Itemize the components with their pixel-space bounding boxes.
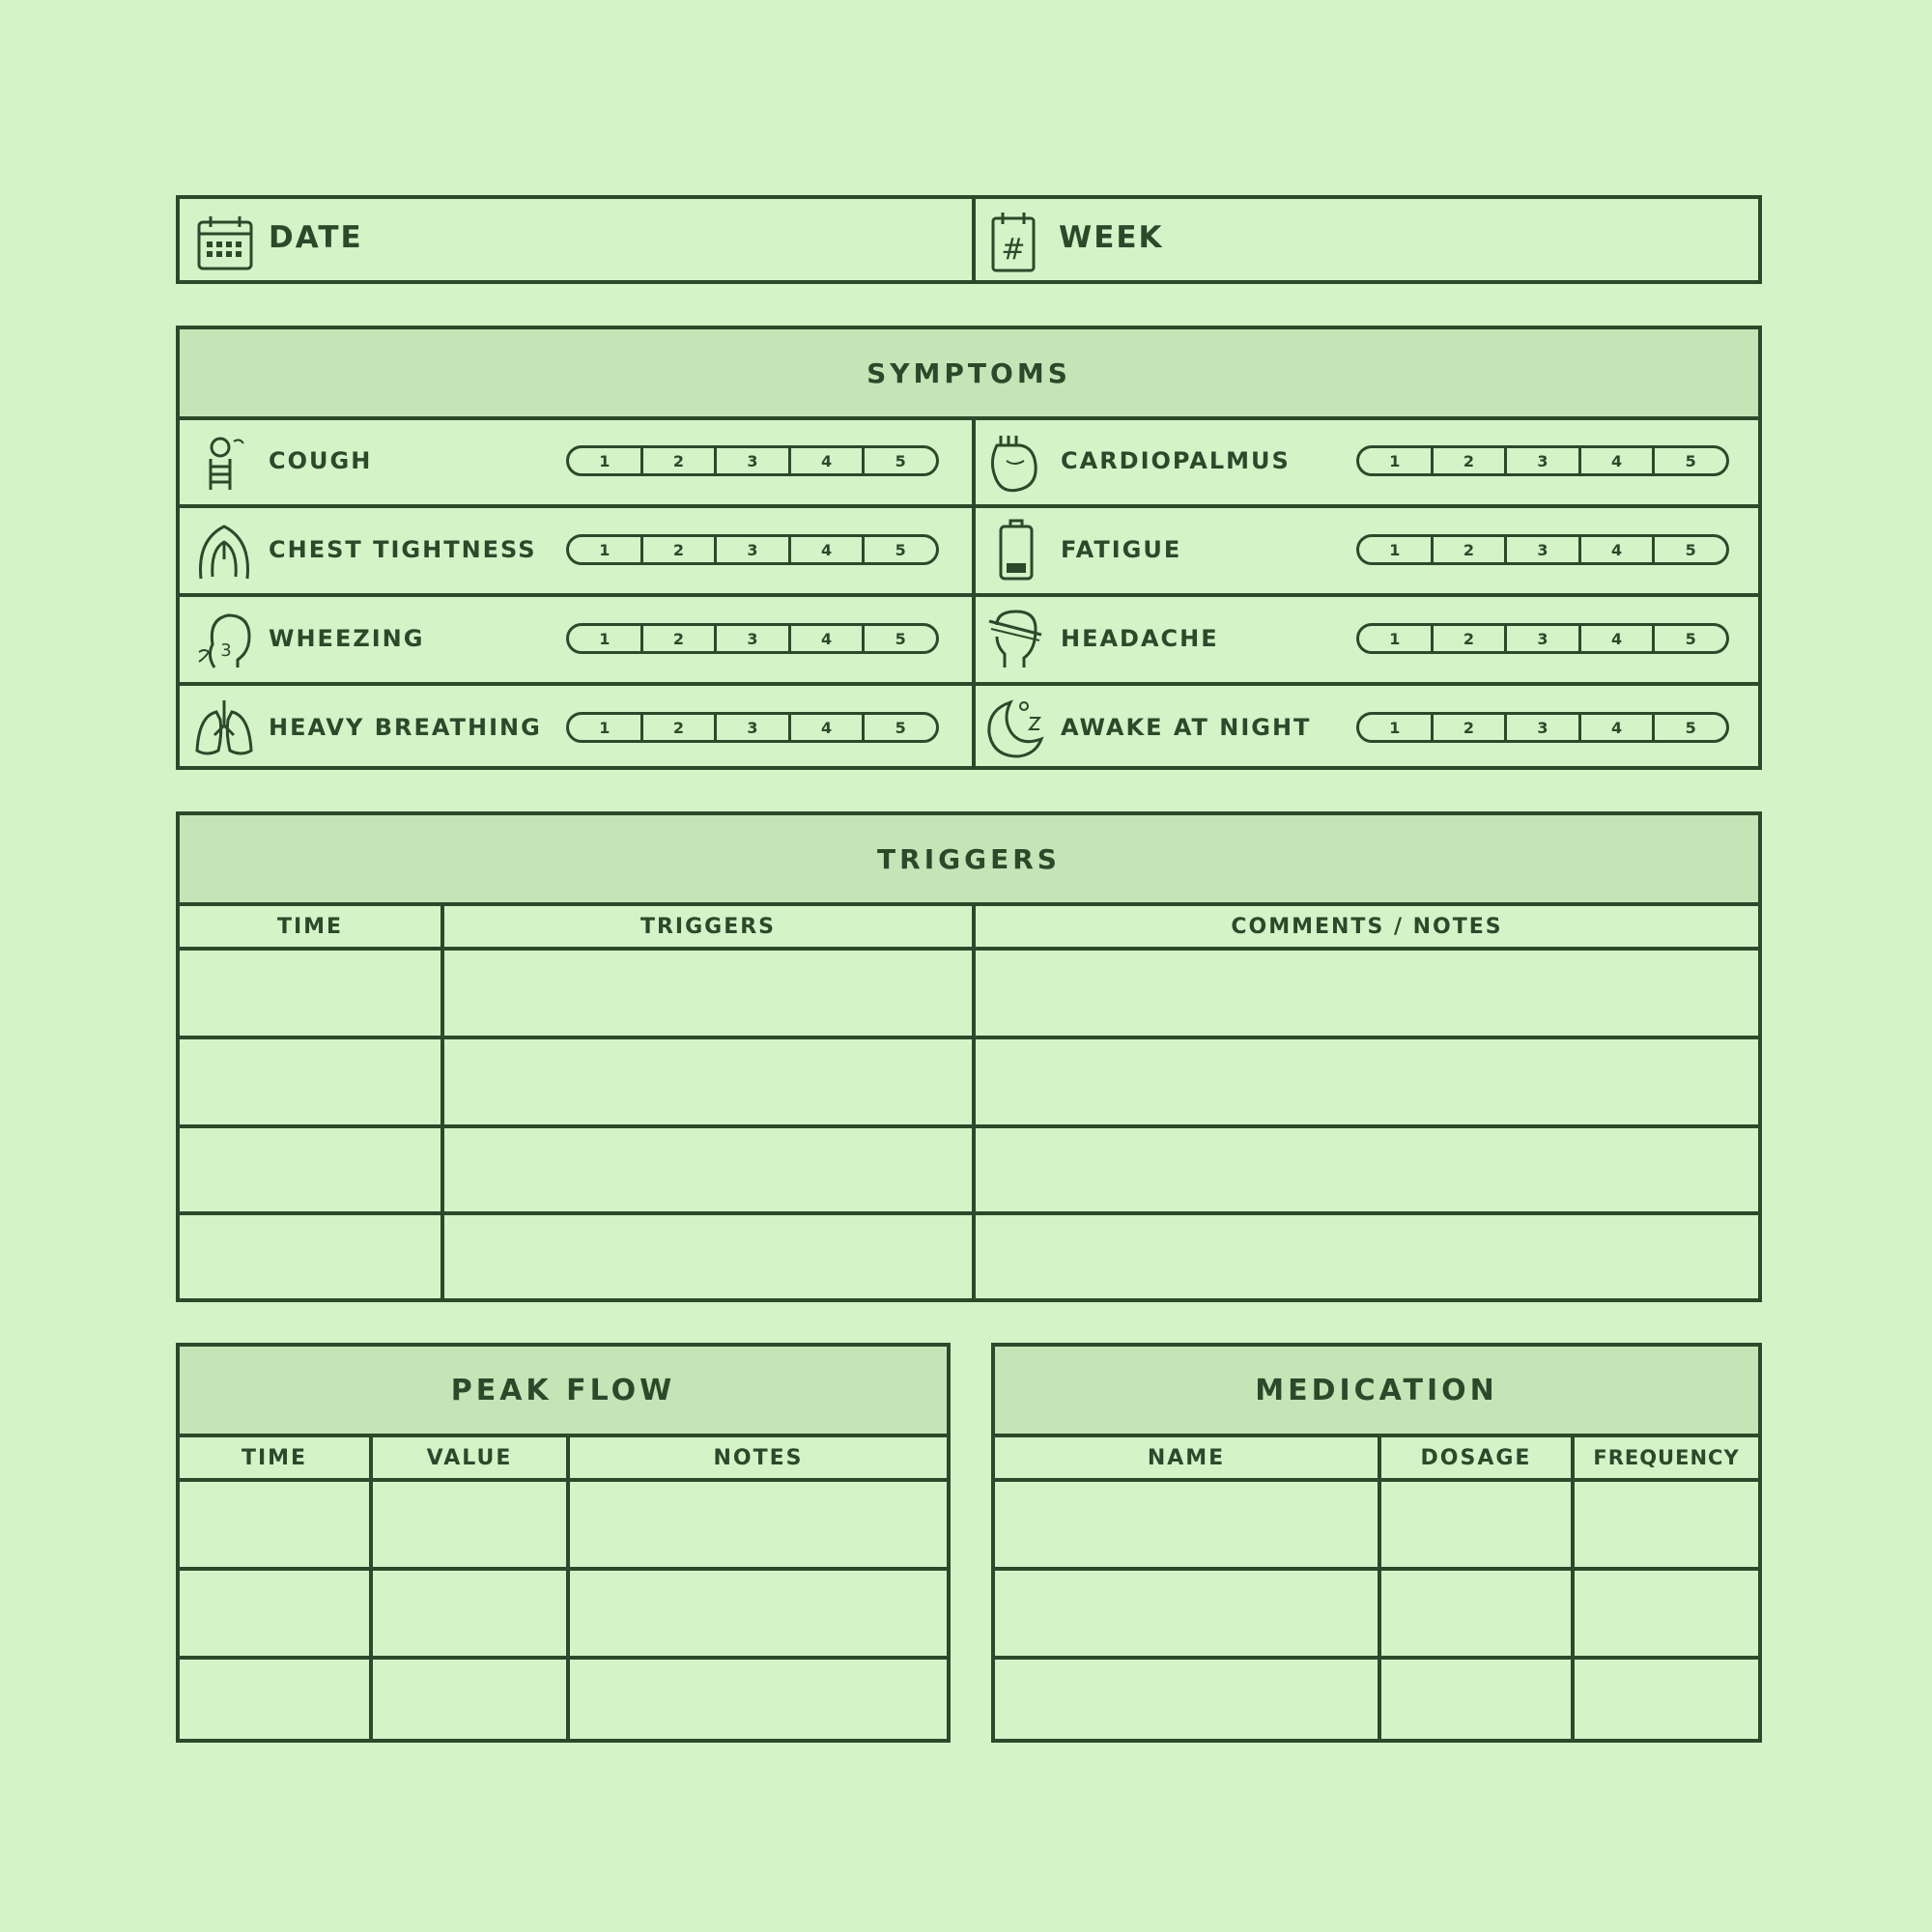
rating-2[interactable]: 2 — [1434, 448, 1508, 473]
rating-4[interactable]: 4 — [791, 715, 866, 740]
table-row[interactable] — [995, 1660, 1758, 1739]
rating-5[interactable]: 5 — [1685, 718, 1696, 737]
divider — [180, 593, 1758, 597]
rating-5[interactable]: 5 — [1685, 451, 1696, 470]
table-row[interactable] — [995, 1571, 1758, 1656]
rating-scale[interactable] — [566, 712, 939, 743]
table-row[interactable] — [180, 1571, 947, 1656]
rating-2[interactable]: 2 — [1434, 626, 1508, 651]
divider — [972, 416, 976, 766]
column-header-triggers: TRIGGERS — [639, 914, 777, 939]
rating-4[interactable]: 4 — [1581, 537, 1656, 562]
peak-flow-table — [176, 1343, 951, 1743]
rating-5[interactable]: 5 — [1685, 629, 1696, 648]
table-row[interactable] — [180, 951, 1758, 1036]
lungs-icon — [193, 696, 255, 760]
divider — [180, 682, 1758, 686]
symptom-label: AWAKE AT NIGHT — [1061, 714, 1312, 741]
date-label: DATE — [269, 220, 363, 255]
column-header-time: TIME — [241, 1445, 308, 1470]
column-header-comments: COMMENTS / NOTES — [1231, 914, 1503, 939]
rating-4[interactable]: 4 — [791, 537, 866, 562]
rating-1[interactable]: 1 — [1359, 715, 1434, 740]
chest-tightness-icon — [193, 521, 255, 581]
rating-1[interactable]: 1 — [569, 537, 643, 562]
rating-scale[interactable] — [566, 445, 939, 476]
rating-5[interactable]: 5 — [1685, 540, 1696, 559]
column-header-frequency: FREQUENCY — [1593, 1446, 1740, 1469]
wheezing-icon — [193, 610, 257, 671]
table-row[interactable] — [995, 1482, 1758, 1567]
rating-2[interactable]: 2 — [1434, 715, 1508, 740]
rating-3[interactable]: 3 — [717, 626, 791, 651]
column-header-value: VALUE — [426, 1445, 513, 1470]
rating-scale[interactable] — [1356, 712, 1729, 743]
symptom-label: HEADACHE — [1061, 625, 1219, 652]
week-label: WEEK — [1059, 220, 1164, 255]
rating-3[interactable]: 3 — [717, 448, 791, 473]
rating-3[interactable]: 3 — [1507, 448, 1581, 473]
rating-scale[interactable] — [566, 623, 939, 654]
headache-icon — [985, 608, 1045, 671]
table-row[interactable] — [180, 1039, 1758, 1124]
rating-scale[interactable] — [1356, 623, 1729, 654]
date-week-box — [176, 195, 1762, 284]
column-header-dosage: DOSAGE — [1420, 1445, 1532, 1470]
svg-text:3: 3 — [220, 640, 232, 661]
rating-4[interactable]: 4 — [1581, 448, 1656, 473]
peak-flow-title: PEAK FLOW — [180, 1347, 947, 1437]
rating-1[interactable]: 1 — [569, 715, 643, 740]
table-row[interactable] — [180, 1660, 947, 1739]
rating-2[interactable]: 2 — [643, 448, 718, 473]
heart-icon — [987, 432, 1039, 496]
symptom-label: WHEEZING — [269, 625, 425, 652]
table-row[interactable] — [180, 1128, 1758, 1211]
rating-1[interactable]: 1 — [1359, 537, 1434, 562]
rating-5[interactable]: 5 — [895, 540, 906, 559]
rating-5[interactable]: 5 — [895, 451, 906, 470]
rating-3[interactable]: 3 — [1507, 626, 1581, 651]
symptom-label: FATIGUE — [1061, 536, 1182, 563]
column-header-notes: NOTES — [713, 1445, 804, 1470]
symptoms-box — [176, 326, 1762, 770]
divider — [972, 199, 976, 280]
rating-3[interactable]: 3 — [1507, 715, 1581, 740]
rating-5[interactable]: 5 — [895, 718, 906, 737]
calendar-icon — [195, 213, 255, 272]
rating-4[interactable]: 4 — [1581, 626, 1656, 651]
column-header-time: TIME — [276, 914, 344, 939]
rating-scale[interactable] — [1356, 445, 1729, 476]
week-number-icon — [989, 211, 1037, 274]
rating-5[interactable]: 5 — [895, 629, 906, 648]
rating-1[interactable]: 1 — [569, 626, 643, 651]
medication-table — [991, 1343, 1762, 1743]
table-row[interactable] — [180, 1215, 1758, 1298]
rating-2[interactable]: 2 — [1434, 537, 1508, 562]
rating-4[interactable]: 4 — [1581, 715, 1656, 740]
rating-1[interactable]: 1 — [1359, 448, 1434, 473]
table-row[interactable] — [180, 1482, 947, 1567]
symptom-label: CARDIOPALMUS — [1061, 447, 1291, 474]
rating-scale[interactable] — [566, 534, 939, 565]
rating-3[interactable]: 3 — [717, 715, 791, 740]
rating-1[interactable]: 1 — [1359, 626, 1434, 651]
symptom-label: CHEST TIGHTNESS — [269, 536, 537, 563]
rating-4[interactable]: 4 — [791, 626, 866, 651]
triggers-title: TRIGGERS — [180, 815, 1758, 906]
svg-text:#: # — [1001, 233, 1026, 267]
moon-icon — [981, 696, 1047, 760]
battery-icon — [997, 519, 1036, 582]
symptom-label: COUGH — [269, 447, 373, 474]
rating-4[interactable]: 4 — [791, 448, 866, 473]
rating-2[interactable]: 2 — [643, 537, 718, 562]
rating-scale[interactable] — [1356, 534, 1729, 565]
rating-1[interactable]: 1 — [569, 448, 643, 473]
rating-2[interactable]: 2 — [643, 626, 718, 651]
triggers-table — [176, 811, 1762, 1302]
rating-3[interactable]: 3 — [717, 537, 791, 562]
rating-3[interactable]: 3 — [1507, 537, 1581, 562]
cough-icon — [201, 434, 249, 494]
symptom-label: HEAVY BREATHING — [269, 714, 542, 741]
medication-title: MEDICATION — [995, 1347, 1758, 1437]
rating-2[interactable]: 2 — [643, 715, 718, 740]
column-header-name: NAME — [1147, 1445, 1226, 1470]
divider — [180, 504, 1758, 508]
symptoms-title: SYMPTOMS — [180, 329, 1758, 420]
